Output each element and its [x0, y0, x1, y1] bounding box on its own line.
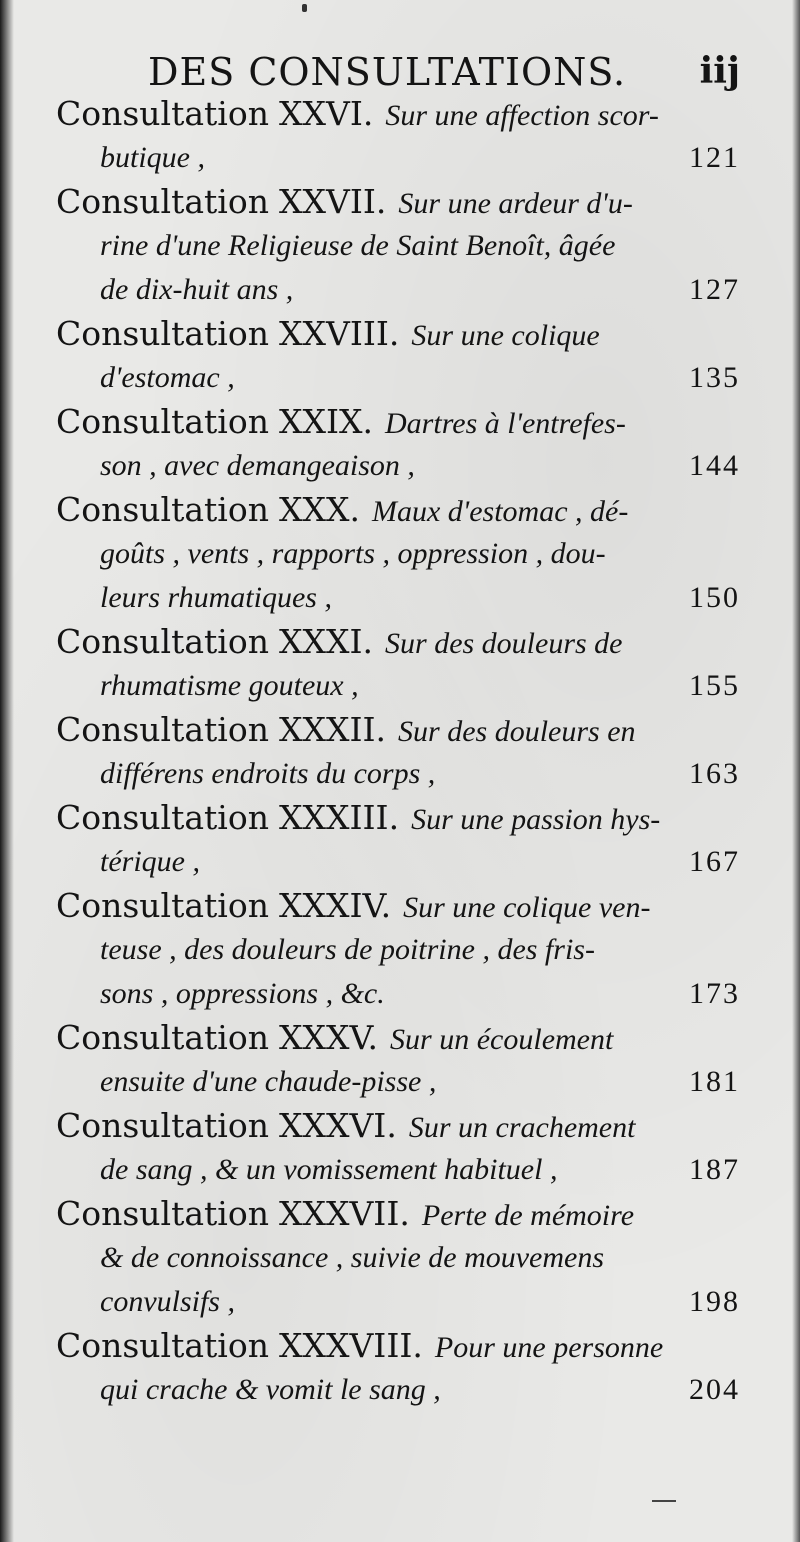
- consultation-description: rine d'une Religieuse de Saint Benoît, âgée: [100, 229, 616, 262]
- consultation-description: Sur un écoulement: [390, 1023, 614, 1056]
- consultation-numeral: XXXII.: [279, 710, 387, 749]
- page-number: 150: [689, 581, 740, 614]
- consultation-label: Consultation: [56, 710, 269, 749]
- toc-entry-heading-line: [56, 180, 746, 224]
- consultation-description: Sur une passion hys-: [411, 803, 661, 836]
- consultation-label: Consultation: [56, 402, 269, 441]
- consultation-label: Consultation: [56, 1194, 269, 1233]
- consultation-description: son , avec demangeaison ,: [100, 449, 415, 482]
- page-number: 173: [689, 977, 740, 1010]
- consultation-description: & de connoissance , suivie de mouvemens: [100, 1241, 605, 1274]
- toc-entry-heading-line: [56, 488, 746, 532]
- consultation-numeral: XXXIII.: [279, 798, 400, 837]
- toc-entry-continuation-line: [56, 1280, 746, 1324]
- toc-entry: [56, 92, 746, 180]
- toc-entry-heading-line: [56, 92, 746, 136]
- consultation-label: Consultation: [56, 182, 269, 221]
- consultation-description: Sur des douleurs de: [385, 627, 623, 660]
- consultation-description: Dartres à l'entrefes-: [385, 407, 626, 440]
- toc-entry-heading-line: [56, 1016, 746, 1060]
- toc-entry: [56, 1192, 746, 1324]
- toc-entry-continuation-line: [56, 840, 746, 884]
- consultation-numeral: XXXI.: [279, 622, 374, 661]
- toc-entry: [56, 312, 746, 400]
- page-number: 198: [689, 1285, 740, 1318]
- toc-entry: [56, 708, 746, 796]
- consultation-description: Perte de mémoire: [421, 1199, 635, 1232]
- page-number: 187: [689, 1153, 740, 1186]
- consultation-label: Consultation: [56, 1326, 269, 1365]
- consultation-description: Sur une ardeur d'u-: [398, 187, 633, 220]
- toc-entry-continuation-line: [56, 1148, 746, 1192]
- page-number: 144: [689, 449, 740, 482]
- toc-entry-continuation-line: [56, 532, 746, 576]
- page-number: 121: [689, 141, 740, 174]
- toc-entry-continuation-line: [56, 972, 746, 1016]
- toc-entry-heading-line: [56, 884, 746, 928]
- consultation-numeral: XXXVIII.: [279, 1326, 423, 1365]
- toc-entry: [56, 488, 746, 620]
- consultation-description: différens endroits du corps ,: [100, 757, 436, 790]
- consultation-description: Sur un crachement: [408, 1111, 636, 1144]
- consultation-description: sons , oppressions , &c.: [100, 977, 385, 1010]
- consultation-description: Sur une colique: [411, 319, 600, 352]
- toc-entry-continuation-line: [56, 1236, 746, 1280]
- toc-entry-heading-line: [56, 1104, 746, 1148]
- consultation-description: ensuite d'une chaude-pisse ,: [100, 1065, 437, 1098]
- running-title: DES CONSULTATIONS.: [148, 50, 627, 94]
- printer-mark: [302, 4, 307, 12]
- consultation-numeral: XXX.: [279, 490, 360, 529]
- toc-entry-continuation-line: [56, 576, 746, 620]
- consultation-numeral: XXVI.: [279, 94, 374, 133]
- consultation-label: Consultation: [56, 798, 269, 837]
- toc-entry: [56, 884, 746, 1016]
- consultation-numeral: XXIX.: [279, 402, 374, 441]
- consultation-description: térique ,: [100, 845, 200, 878]
- consultation-description: Sur une colique ven-: [403, 891, 651, 924]
- toc-entry-continuation-line: [56, 444, 746, 488]
- consultation-description: Maux d'estomac , dé-: [371, 495, 629, 528]
- toc-entry-continuation-line: [56, 928, 746, 972]
- consultation-label: Consultation: [56, 1018, 269, 1057]
- consultation-description: de dix-huit ans ,: [100, 273, 294, 306]
- consultation-description: d'estomac ,: [100, 361, 235, 394]
- page-edge-shadow: [0, 0, 14, 1542]
- page-number: 135: [689, 361, 740, 394]
- toc-entry-heading-line: [56, 1324, 746, 1368]
- consultation-numeral: XXVIII.: [279, 314, 400, 353]
- consultation-description: Sur une affection scor-: [385, 99, 659, 132]
- page-edge-shadow-right: [792, 0, 800, 1542]
- toc-entry-continuation-line: [56, 356, 746, 400]
- toc-entry: [56, 1104, 746, 1192]
- consultation-numeral: XXVII.: [279, 182, 387, 221]
- toc-entry-continuation-line: [56, 752, 746, 796]
- consultation-numeral: XXXVII.: [279, 1194, 410, 1233]
- toc-entry-continuation-line: [56, 1060, 746, 1104]
- toc-entry-heading-line: [56, 1192, 746, 1236]
- consultation-numeral: XXXIV.: [279, 886, 392, 925]
- table-of-contents: [56, 92, 746, 1412]
- toc-entry-heading-line: [56, 620, 746, 664]
- toc-entry-continuation-line: [56, 268, 746, 312]
- consultation-numeral: XXXVI.: [279, 1106, 397, 1145]
- consultation-numeral: XXXV.: [279, 1018, 379, 1057]
- consultation-description: leurs rhumatiques ,: [100, 581, 332, 614]
- consultation-description: Sur des douleurs en: [398, 715, 636, 748]
- consultation-description: qui crache & vomit le sang ,: [100, 1373, 441, 1406]
- toc-entry: [56, 1324, 746, 1412]
- toc-entry-continuation-line: [56, 1368, 746, 1412]
- toc-entry: [56, 400, 746, 488]
- toc-entry-heading-line: [56, 796, 746, 840]
- consultation-label: Consultation: [56, 490, 269, 529]
- page-number: 127: [689, 273, 740, 306]
- page-number: 181: [689, 1065, 740, 1098]
- toc-entry-continuation-line: [56, 136, 746, 180]
- consultation-label: Consultation: [56, 94, 269, 133]
- consultation-description: goûts , vents , rapports , oppression , dou-: [100, 537, 606, 570]
- toc-entry: [56, 620, 746, 708]
- page-number: 204: [689, 1373, 740, 1406]
- consultation-description: teuse , des douleurs de poitrine , des fris-: [100, 933, 595, 966]
- toc-entry: [56, 180, 746, 312]
- toc-entry-continuation-line: [56, 224, 746, 268]
- toc-entry: [56, 796, 746, 884]
- page-number: 163: [689, 757, 740, 790]
- toc-entry-continuation-line: [56, 664, 746, 708]
- page-marker: iij: [699, 50, 740, 92]
- footer-dash: [652, 1500, 676, 1502]
- toc-entry-heading-line: [56, 312, 746, 356]
- consultation-description: de sang , & un vomissement habituel ,: [100, 1153, 558, 1186]
- consultation-label: Consultation: [56, 1106, 269, 1145]
- consultation-label: Consultation: [56, 886, 269, 925]
- consultation-description: rhumatisme gouteux ,: [100, 669, 359, 702]
- consultation-label: Consultation: [56, 314, 269, 353]
- consultation-label: Consultation: [56, 622, 269, 661]
- toc-entry: [56, 1016, 746, 1104]
- consultation-description: butique ,: [100, 141, 205, 174]
- toc-entry-heading-line: [56, 400, 746, 444]
- toc-entry-heading-line: [56, 708, 746, 752]
- page-number: 167: [689, 845, 740, 878]
- consultation-description: convulsifs ,: [100, 1285, 235, 1318]
- consultation-description: Pour une personne: [434, 1331, 664, 1364]
- page-number: 155: [689, 669, 740, 702]
